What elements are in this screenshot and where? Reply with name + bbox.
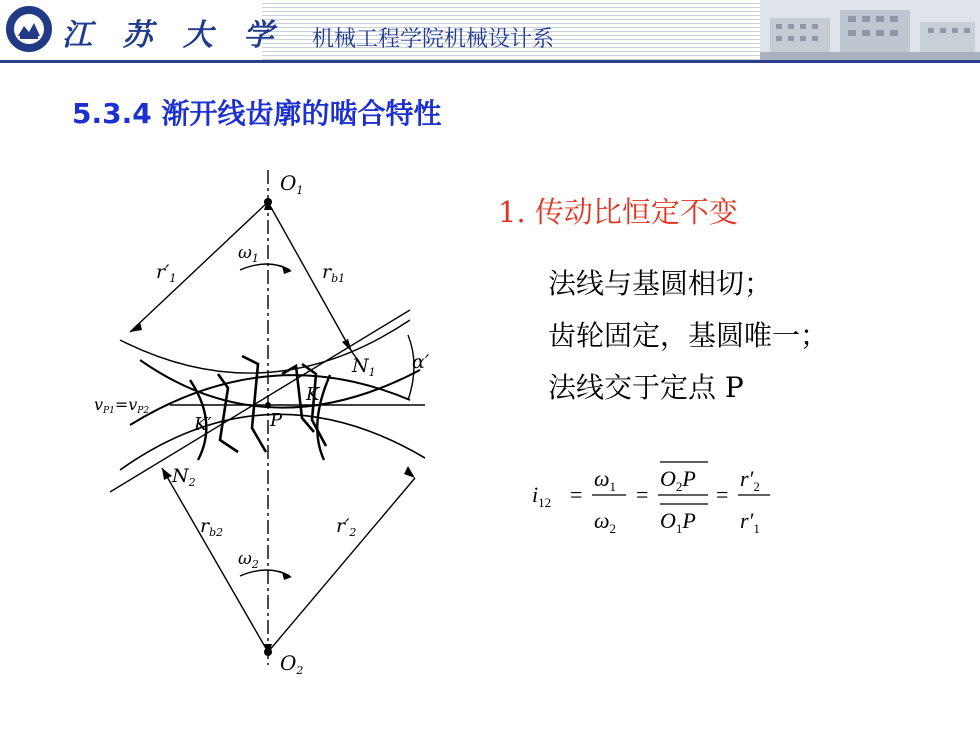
svg-text:r′1: $r'_1$ <box>740 508 760 536</box>
header-banner <box>0 0 980 62</box>
bullet-point: 法线与基圆相切； <box>548 267 773 300</box>
svg-text:r′1: $r'_1$ <box>156 261 177 285</box>
svg-text:O2P: $O_2P$ <box>660 466 696 494</box>
svg-text:rb2: $r_{b2}$ <box>200 515 224 539</box>
svg-text:ω2: $\omega_2$ <box>594 508 617 536</box>
university-name: 江 苏 大 学 <box>62 18 284 53</box>
svg-text:N1: $N_1$ <box>352 355 376 379</box>
svg-text:P: P <box>270 410 283 431</box>
department-name: 机械工程学院机械设计系 <box>312 26 555 51</box>
svg-text:r′2: $r'_2$ <box>740 466 760 494</box>
svg-text:ω1: $\omega_1$ <box>238 243 259 265</box>
university-seal-icon <box>6 6 52 52</box>
svg-text:=: = <box>570 482 583 507</box>
svg-text:ω1: $\omega_1$ <box>594 466 617 494</box>
svg-text:r′2: $r'_2$ <box>336 515 357 539</box>
svg-text:=: = <box>716 482 729 507</box>
svg-text:O2: $O_2$ <box>280 651 304 677</box>
campus-building-photo <box>760 0 980 60</box>
svg-text:N2: $N_2$ <box>172 465 196 489</box>
svg-text:α′: α′ <box>412 351 430 373</box>
transmission-ratio-formula <box>530 450 790 540</box>
svg-text:vP1=vP2: vP1=vP2 <box>94 395 150 416</box>
svg-text:i12: $i_{12}$ <box>532 482 552 510</box>
section-subtitle: 1. 传动比恒定不变 <box>498 195 738 229</box>
svg-text:ω2: $\omega_2$ <box>238 549 259 571</box>
svg-text:O1P: $O_1P$ <box>660 508 696 536</box>
header-rule <box>0 60 980 63</box>
bullet-point: 齿轮固定，基圆唯一； <box>548 319 829 352</box>
svg-text:O1: $O_1$ <box>280 171 304 197</box>
gear-mesh-diagram <box>90 160 470 680</box>
svg-text:rb1: $r_{b1}$ <box>322 261 346 285</box>
slide-title: 5.3.4 渐开线齿廓的啮合特性 <box>72 97 442 130</box>
svg-text:=: = <box>636 482 649 507</box>
svg-text:K: K <box>306 384 320 405</box>
bullet-point: 法线交于定点 P <box>548 371 744 404</box>
svg-text:K′: K′ <box>194 414 212 435</box>
